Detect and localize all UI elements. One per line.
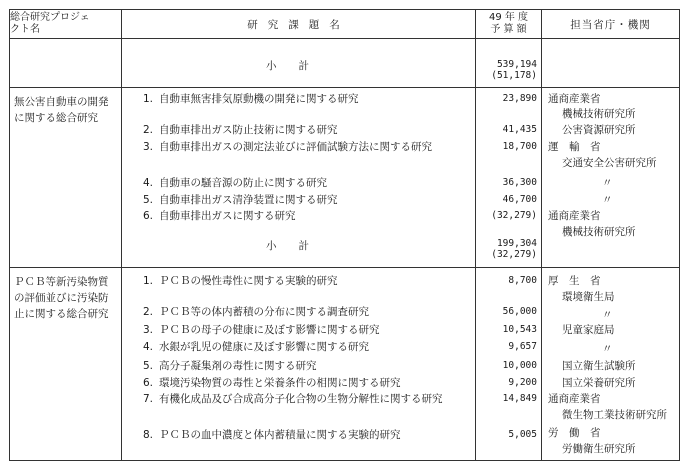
section2-title-cell — [122, 268, 476, 461]
agency-name: 機械技術研究所 — [562, 108, 636, 120]
list-item — [122, 392, 475, 406]
item-number: 3. — [143, 141, 154, 153]
list-item — [122, 274, 475, 288]
section2-name-line2: の評価並びに汚染防 — [14, 292, 109, 304]
section1-agency-cell — [542, 88, 680, 268]
item-title: 有機化成品及び合成高分子化合物の生物分解性に関する研究 — [159, 393, 443, 405]
agency-name: 労 働 省 — [548, 427, 601, 439]
section1-name-line1: 無公害自動車の開発 — [14, 96, 109, 108]
item-number: 4. — [143, 177, 154, 189]
list-item — [122, 92, 475, 106]
list-item — [122, 376, 475, 390]
header-agency: 担当省庁・機関 — [542, 10, 680, 39]
agency-name: 微生物工業技術研究所 — [562, 409, 667, 421]
item-title: 自動車排出ガス清浄装置に関する研究 — [159, 194, 338, 206]
section2-budget-cell — [476, 268, 542, 461]
item-number: 6. — [143, 377, 154, 389]
list-item — [122, 193, 475, 207]
top-subtotal-budget-paren: (51,178) — [491, 70, 537, 81]
item-number: 3. — [143, 324, 154, 336]
section1-subtotal-label: 小計 — [266, 240, 331, 252]
section2-agency-cell — [542, 268, 680, 461]
agency-name: 通商産業省 — [548, 93, 601, 105]
list-item — [122, 340, 475, 354]
item-budget: 41,435 — [502, 124, 537, 135]
item-title: ＰＣＢの母子の健康に及ぼす影響に関する研究 — [159, 324, 380, 336]
ditto-mark: 〃 — [602, 194, 613, 206]
section2-project-cell — [10, 268, 122, 461]
item-title: 自動車の騒音源の防止に関する研究 — [159, 177, 327, 189]
item-title: 自動車排出ガス防止技術に関する研究 — [159, 124, 338, 136]
item-title: 自動車無害排気原動機の開発に関する研究 — [159, 93, 359, 105]
agency-name: 国立栄養研究所 — [562, 377, 636, 389]
item-number: 1. — [143, 275, 154, 287]
item-number: 2. — [143, 124, 154, 136]
ditto-mark: 〃 — [602, 309, 613, 321]
ditto-mark: 〃 — [602, 343, 613, 355]
item-budget: 56,000 — [502, 306, 537, 317]
agency-name: 厚 生 省 — [548, 275, 601, 287]
item-number: 2. — [143, 306, 154, 318]
list-item — [122, 428, 475, 442]
agency-name: 国立衛生試験所 — [562, 360, 636, 372]
item-budget: 10,543 — [502, 324, 537, 335]
top-subtotal-row — [10, 39, 680, 88]
section1-project-cell — [10, 88, 122, 268]
item-title: 水銀が乳児の健康に及ぼす影響に関する研究 — [159, 341, 369, 353]
research-budget-table — [9, 9, 680, 461]
agency-name: 運 輸 省 — [548, 141, 601, 153]
list-item — [122, 123, 475, 137]
item-number: 5. — [143, 194, 154, 206]
item-number: 7. — [143, 393, 154, 405]
top-project-cell — [10, 39, 122, 88]
list-item — [122, 176, 475, 190]
section1-project-name — [10, 88, 121, 126]
item-title: ＰＣＢの血中濃度と体内蓄積量に関する実験的研究 — [159, 429, 401, 441]
agency-name: 児童家庭局 — [562, 324, 615, 336]
item-number: 1. — [143, 93, 154, 105]
top-subtotal-label: 小計 — [266, 60, 331, 72]
section1-budget-cell — [476, 88, 542, 268]
ditto-mark: 〃 — [602, 177, 613, 189]
item-budget: 18,700 — [502, 141, 537, 152]
item-budget: 46,700 — [502, 194, 537, 205]
item-number: 8. — [143, 429, 154, 441]
top-budget-cell — [476, 39, 542, 88]
top-title-cell — [122, 39, 476, 88]
item-budget: 23,890 — [502, 93, 537, 104]
header-project-line1: 総合研究プロジェ — [10, 12, 90, 23]
agency-name: 環境衛生局 — [562, 291, 615, 303]
header-research-title: 研究課題名 — [122, 10, 476, 39]
item-number: 6. — [143, 210, 154, 222]
list-item — [122, 359, 475, 373]
item-budget: 9,657 — [508, 341, 537, 352]
item-title: ＰＣＢの慢性毒性に関する実験的研究 — [159, 275, 338, 287]
section2-name-line1: ＰＣＢ等新汚染物質 — [14, 276, 109, 288]
agency-name: 労働衛生研究所 — [562, 443, 636, 455]
agency-name: 交通安全公害研究所 — [562, 157, 657, 169]
section-emission-free-vehicle — [10, 88, 680, 268]
item-budget: 5,005 — [508, 429, 537, 440]
table-header-row — [10, 10, 680, 39]
section-pcb-pollutants — [10, 268, 680, 461]
agency-name: 機械技術研究所 — [562, 226, 636, 238]
item-budget: (32,279) — [491, 210, 537, 221]
section1-subtotal-budget-paren: (32,279) — [491, 249, 537, 260]
header-project-line2: クト名 — [10, 24, 40, 35]
agency-name: 公害資源研究所 — [562, 124, 636, 136]
section2-name-line3: 止に関する総合研究 — [14, 308, 109, 320]
header-budget — [476, 10, 542, 39]
item-budget: 9,200 — [508, 377, 537, 388]
list-item — [122, 323, 475, 337]
item-number: 5. — [143, 360, 154, 372]
section1-title-cell — [122, 88, 476, 268]
item-title: ＰＣＢ等の体内蓄積の分布に関する調査研究 — [159, 306, 369, 318]
top-subtotal-budget: 539,194 — [496, 59, 537, 70]
item-number: 4. — [143, 341, 154, 353]
agency-name: 通商産業省 — [548, 393, 601, 405]
item-title: 高分子凝集剤の毒性に関する研究 — [159, 360, 317, 372]
item-title: 自動車排出ガスの測定法並びに評価試験方法に関する研究 — [159, 141, 432, 153]
agency-name: 通商産業省 — [548, 210, 601, 222]
item-budget: 36,300 — [502, 177, 537, 188]
list-item — [122, 140, 475, 154]
item-budget: 10,000 — [502, 360, 537, 371]
header-project-name — [10, 10, 122, 39]
item-budget: 14,849 — [502, 393, 537, 404]
top-agency-cell — [542, 39, 680, 88]
header-budget-line2: 予 算 額 — [490, 24, 527, 35]
section1-name-line2: に関する総合研究 — [14, 112, 98, 124]
section1-subtotal-budget: 199,304 — [496, 238, 537, 249]
list-item — [122, 305, 475, 319]
list-item — [122, 209, 475, 223]
item-title: 自動車排出ガスに関する研究 — [159, 210, 296, 222]
item-title: 環境汚染物質の毒性と栄養条件の相関に関する研究 — [159, 377, 401, 389]
section2-project-name — [10, 268, 121, 322]
item-budget: 8,700 — [508, 275, 537, 286]
header-budget-line1: 49 年 度 — [488, 12, 529, 23]
